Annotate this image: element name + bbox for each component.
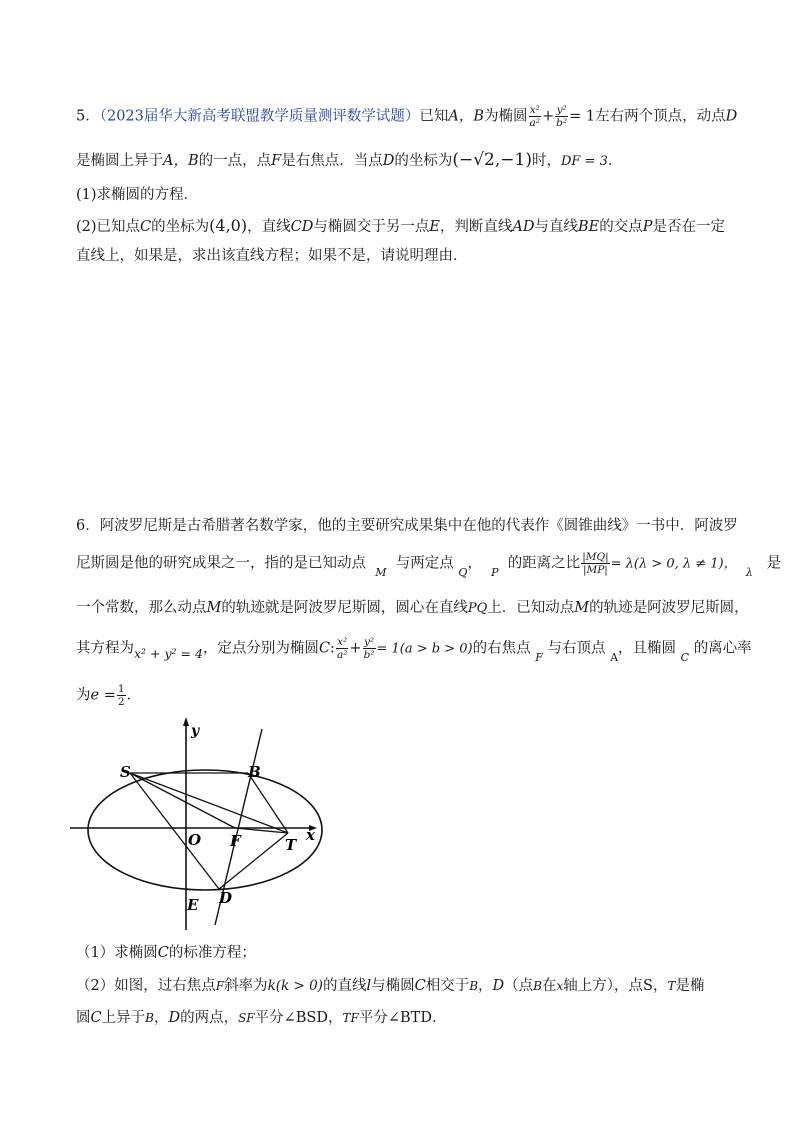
label-S: S — [120, 763, 131, 781]
problem6-line5: 为e = $\frac{1}{2}$ ． — [76, 683, 142, 708]
triangle-lines — [130, 773, 288, 889]
problem5-question2-line2: 直线上，如果是，求出该直线方程；如果不是，请说明理由． — [76, 248, 468, 264]
label-D: D — [219, 889, 233, 907]
fraction-y2-b2-b: $\frac{\text{y²}}{\text{b²}}$ — [363, 636, 375, 661]
label-F: F — [230, 832, 241, 850]
problem5-question2-line1: (2)已知点C的坐标为(4,0)，直线CD与椭圆交于另一点E，判断直线AD与直线BE的交点P是否在一定 — [76, 216, 726, 235]
fraction-mq-mp: $\frac{|MQ|}{|MP|}$ — [582, 551, 609, 576]
y-axis-arrow — [183, 717, 189, 726]
fraction-x2-a2-b: $\frac{\text{x²}}{\text{a²}}$ — [336, 636, 348, 661]
label-x: x — [306, 826, 315, 844]
label-O: O — [188, 831, 202, 849]
problem5-line2: 是椭圆上异于A，B的一点，点F是右焦点．当点D的坐标为(−√2,−1)时，DF = 3． — [76, 150, 623, 170]
problem6-line4: 其方程为x² + y² = 4，定点分别为椭圆C: $\frac{\text{x²}}{\text{a²}}$ + $\frac{\text{y²}}{\text{b²}}$ = 1(a > b > 0)的右焦点 $_F$ 与右顶点 $_A$，且椭圆 $_C$ 的离心率 — [76, 636, 752, 664]
problem5-question1: (1)求椭圆的方程． — [76, 187, 199, 203]
problem6-line3: 一个常数，那么动点M的轨迹就是阿波罗尼斯圆，圆心在直线PQ上．已知动点M的轨迹是阿波罗尼斯圆， — [76, 600, 749, 616]
label-E: E — [187, 896, 199, 914]
problem5-line1: 5．（2023届华大新高考联盟教学质量测评数学试题）已知A，B为椭圆 $\frac{\text{x²}}{\text{a²}}$ + $\frac{\text{y²}}{\text{b²}}$ = 1左右两个顶点，动点D — [76, 104, 738, 129]
problem5-source: （2023届华大新高考联盟教学质量测评数学试题） — [99, 108, 420, 125]
ellipse-figure — [70, 715, 330, 930]
problem6-question1: （1）求椭圆C的标准方程； — [76, 945, 256, 961]
fraction-x2-a2: $\frac{\text{x²}}{\text{a²}}$ — [529, 104, 541, 129]
fraction-one-half: $\frac{1}{2}$ — [117, 683, 125, 708]
fraction-y2-b2: $\frac{\text{y²}}{\text{b²}}$ — [556, 104, 568, 129]
problem6-line2: 尼斯圆是他的研究成果之一，指的是已知动点 $_M$ 与两定点 $_Q$， $_P$ 的距离之比 $\frac{|MQ|}{|MP|}$ = λ(λ > 0, λ ≠ 1)， $_\lambda$ 是 — [76, 551, 782, 579]
ellipse-curve — [88, 770, 322, 890]
problem6-line1: 6．阿波罗尼斯是古希腊著名数学家，他的主要研究成果集中在他的代表作《圆锥曲线》一书中．阿波罗 — [76, 518, 738, 534]
label-B: B — [248, 763, 261, 781]
problem6-question2-line2: 圆C上异于B，D的两点，SF平分∠BSD，TF平分∠BTD． — [76, 1010, 447, 1026]
problem6-question2: （2）如图，过右焦点F斜率为k(k > 0)的直线l与椭圆C相交于B，D（点B在x轴上方），点S，T是椭 — [76, 978, 705, 994]
label-T: T — [285, 836, 297, 854]
label-y: y — [191, 723, 200, 739]
